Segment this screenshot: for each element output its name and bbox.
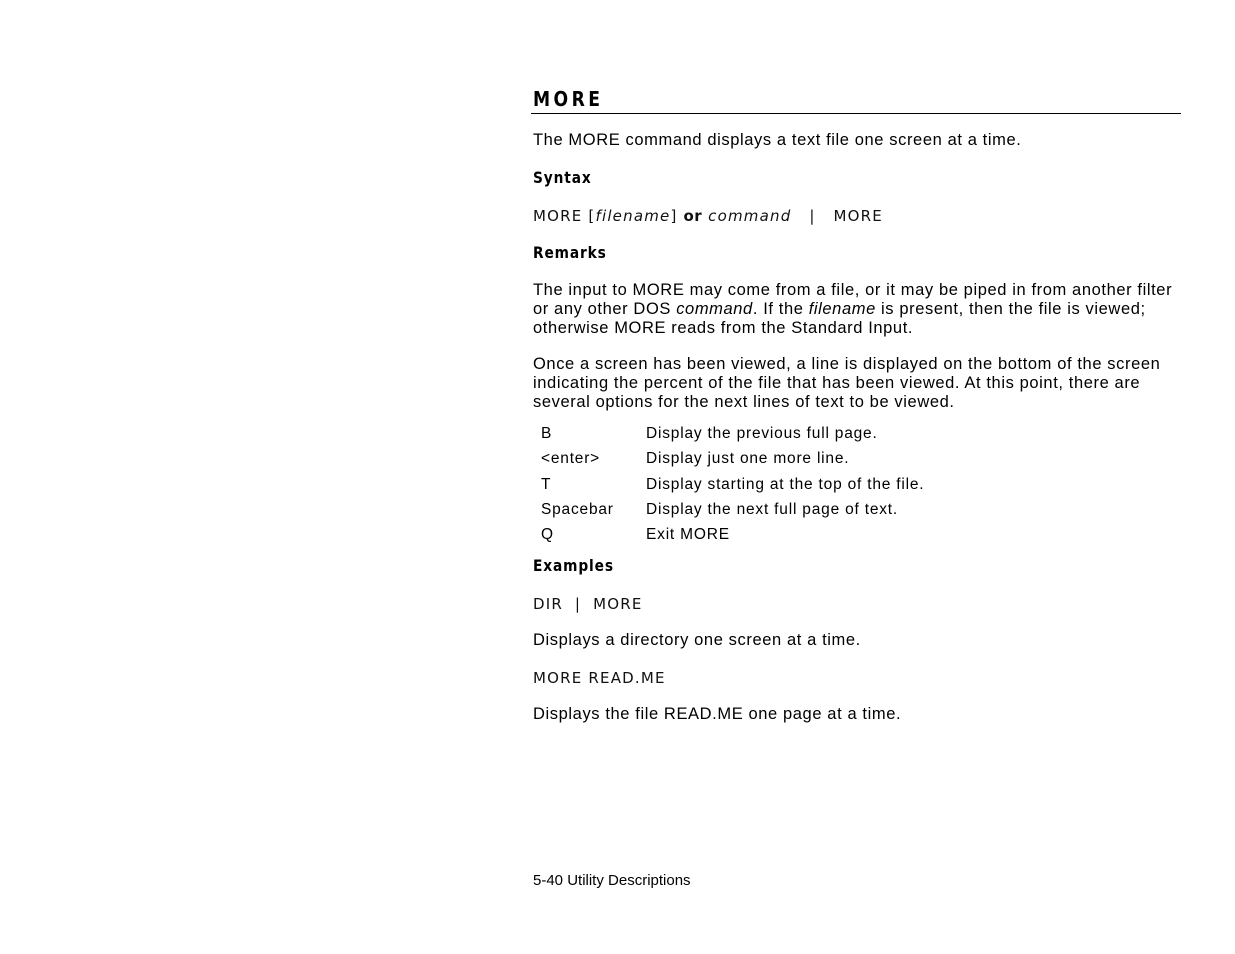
option-desc: Display starting at the top of the file. xyxy=(646,475,925,493)
example-2-command: MORE READ.ME xyxy=(533,669,666,687)
syntax-or: or xyxy=(683,207,703,225)
option-key: B xyxy=(541,425,553,442)
option-row xyxy=(541,423,1141,448)
syntax-command: MORE [ xyxy=(533,207,596,225)
syntax-pipe: | xyxy=(809,207,816,225)
option-key: <enter> xyxy=(541,450,601,468)
option-row xyxy=(541,448,1141,473)
page-footer: 5-40 Utility Descriptions xyxy=(533,872,691,889)
syntax-close-bracket: ] xyxy=(670,207,678,225)
examples-heading: Examples xyxy=(533,556,614,575)
option-key: T xyxy=(541,475,552,493)
remarks-p1-filename: filename xyxy=(808,300,876,318)
remarks-heading: Remarks xyxy=(533,243,607,262)
syntax-filename-param: filename xyxy=(595,207,671,225)
remarks-p1-text-c: is present, then the file is viewed; otherwise MORE reads from the Standard Input. xyxy=(533,300,1146,337)
option-desc: Display the next full page of text. xyxy=(646,500,899,518)
example-1-command: DIR | MORE xyxy=(533,595,643,613)
syntax-heading: Syntax xyxy=(533,168,592,187)
option-key: Q xyxy=(541,526,554,544)
option-row xyxy=(541,474,1141,499)
title-rule xyxy=(531,86,1181,114)
example-2-description: Displays the file READ.ME one page at a time. xyxy=(533,705,902,723)
option-desc: Display just one more line. xyxy=(646,450,850,468)
option-key: Spacebar xyxy=(541,500,614,518)
intro-text: The MORE command displays a text file one screen at a time. xyxy=(533,131,1022,149)
document-page xyxy=(531,0,1181,954)
syntax-line xyxy=(533,206,883,226)
remarks-p1-text-b: . If the xyxy=(752,300,809,318)
remarks-paragraph-1 xyxy=(533,281,1181,338)
remarks-paragraph-2: Once a screen has been viewed, a line is displayed on the bottom of the screen indicating the percent of the file that has been viewed. At this point, there are several options for the next lines of text to be viewed. xyxy=(533,355,1161,411)
page-title: MORE xyxy=(533,87,604,111)
remarks-p1-command: command xyxy=(676,300,753,318)
remarks-p1-text-a: The input to MORE may come from a file, or it may be piped in from another filter or any other DOS xyxy=(533,281,1173,318)
syntax-more: MORE xyxy=(833,207,883,225)
option-desc: Display the previous full page. xyxy=(646,425,878,442)
syntax-command-param: command xyxy=(708,207,792,225)
example-1-description: Displays a directory one screen at a time. xyxy=(533,631,861,649)
option-row xyxy=(541,499,1141,524)
option-row xyxy=(541,524,1141,549)
options-table xyxy=(541,423,1141,549)
option-desc: Exit MORE xyxy=(646,526,730,544)
